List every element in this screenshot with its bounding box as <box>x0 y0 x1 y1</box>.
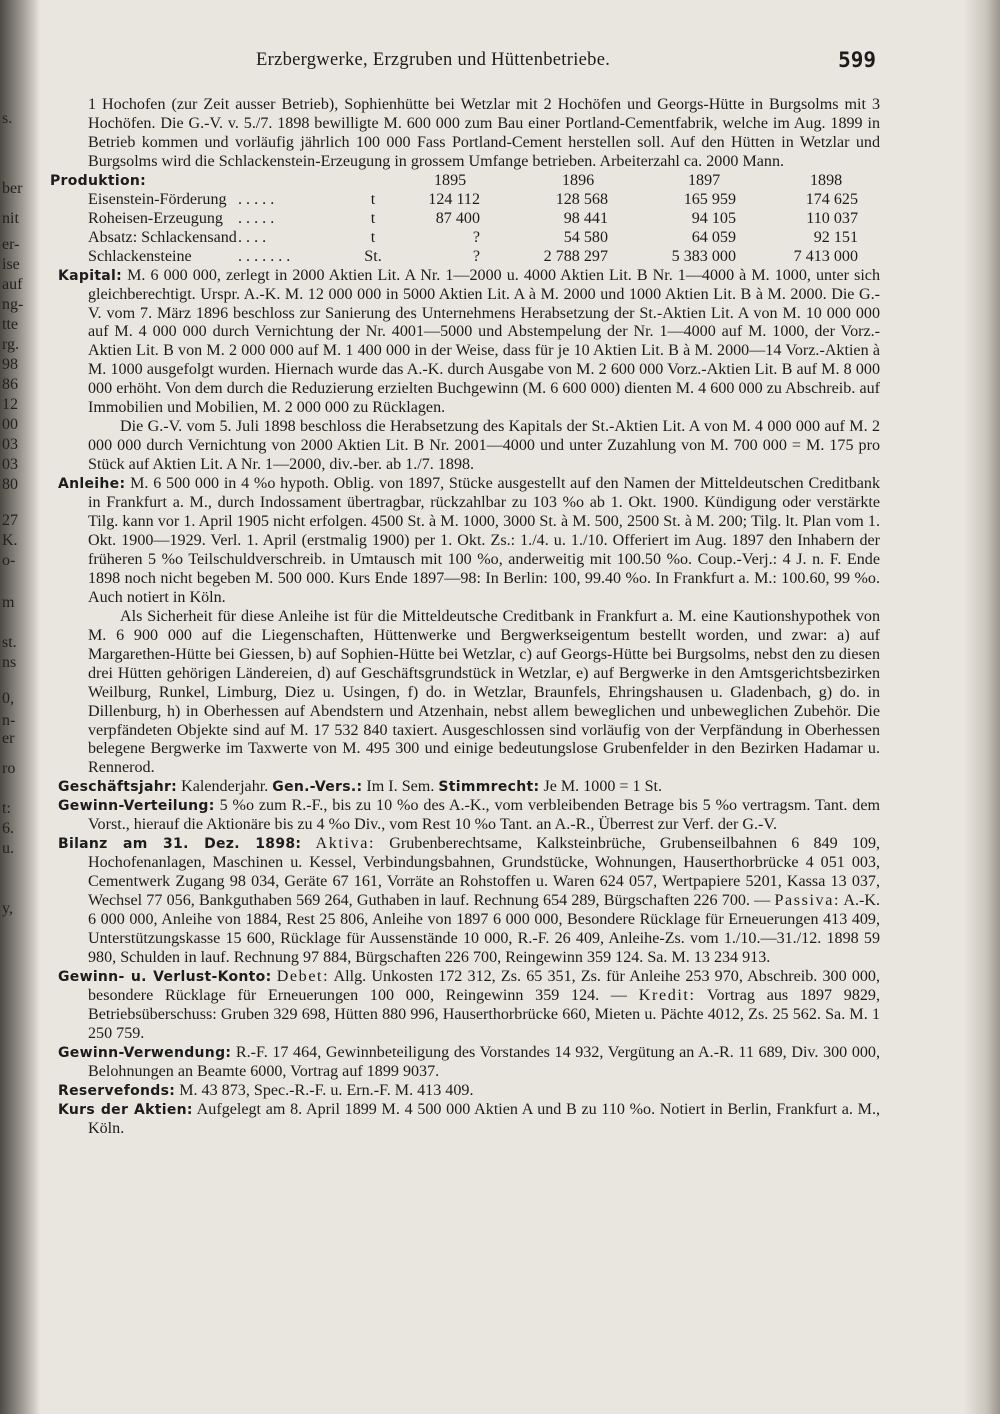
passiva-text: A.-K. 6 000 000, Anleihe von 1884, Rest 25 806, Anleihe von 1897 6 000 000, Besondere Rücklage für Erneuerungen 413 409, Unterstützungskasse 15 600, Rücklage für Aussenstände 10 000, R.-F. 26 409, Anleihe-Zs. vom 1./10.—31./12. 1898 59 980, Schulden in lauf. Rechnung 97 884, Bürgschaften 226 700, Reingewinn 359 124. Sa. M. 13 234 913. <box>88 892 881 966</box>
unit: t <box>370 228 376 246</box>
gutter-fragment: ns <box>2 654 17 671</box>
anleihe-text: M. 6 500 000 in 4 %o hypoth. Oblig. von 1897, Stücke ausgestellt auf den Namen der Mitteldeutschen Creditbank in Frankfurt a. M., durch Indossament übertragbar, rückzahlbar zu 103 %o ab 1. Okt. 1900. Kündigung oder verstärkte Tilg. kann vor 1. April 1905 nicht erfolgen. 4500 St. à M. 1000, 3000 St. à M. 500, 2500 St. à M. 200; Tilg. lt. Plan vom 1. Okt. 1900—1929. Verl. 1. April (erstmalig 1900) per 1. Okt. Zs.: 1./4. u. 1./10. Offeriert im Aug. 1897 den Inhabern der früheren 5 %o Teilschuldverschreib. in Umtausch mit 100 %o, anderweitig mit 100.50 %o. Coup.-Verj.: 4 J. n. F. Ende 1898 noch nicht begeben M. 500 000. Kurs Ende 1897—98: In Berlin: 100, 99.40 %o. In Frankfurt a. M.: 100.60, 99 %o. Auch notiert in Köln. <box>88 475 880 606</box>
production-header <box>50 171 880 191</box>
gutter-fragment: u. <box>2 840 14 857</box>
gutter-fragment: ber <box>2 180 23 197</box>
gutter-fragment: m <box>2 594 15 611</box>
value-cell: 54 580 <box>563 228 608 246</box>
guv-label: Gewinn- u. Verlust-Konto: <box>58 968 272 985</box>
kapital-paragraph-2: Die G.-V. vom 5. Juli 1898 beschloss die Herabsetzung des Kapitals der St.-Aktien Lit. A von M. 4 000 000 auf M. 2 000 000 durch Vernichtung von 2000 Aktien Lit. B Nr. 2001—4000 und unter Zuzahlung von M. 700 000 = M. 175 pro Stück auf Aktien Lit. A Nr. 1—2000, div.-ber. ab 1./7. 1898. <box>88 418 880 474</box>
gewinnverwendung-section <box>58 1043 880 1082</box>
production-table <box>88 191 858 267</box>
gutter-fragment: er <box>2 730 15 747</box>
gutter-fragment: 0, <box>2 690 14 707</box>
gutter-fragment: y, <box>2 900 13 917</box>
generalversammlung-label: Gen.-Vers.: <box>272 779 363 796</box>
header-title: Erzbergwerke, Erzgruben und Hüttenbetriebe. <box>256 50 611 70</box>
value-cell: 87 400 <box>435 209 480 227</box>
value-cell: ? <box>472 228 480 246</box>
gutter-fragment: s. <box>2 110 13 127</box>
kapital-label: Kapital: <box>58 267 123 284</box>
guv-section <box>58 967 880 1044</box>
kurs-label: Kurs der Aktien: <box>58 1101 193 1118</box>
value-cell: 7 413 000 <box>793 247 858 265</box>
gutter-fragment: 12 <box>2 396 18 413</box>
stimmrecht-value: Je M. 1000 = 1 St. <box>543 778 663 796</box>
intro-paragraph: 1 Hochofen (zur Zeit ausser Betrieb), Sophienhütte bei Wetzlar mit 2 Hochöfen und Georgs-Hütte in Burgsolms mit 3 Hochöfen. Die G.-V. v. 5./7. 1898 bewilligte M. 600 000 zum Bau einer Portland-Cementfabrik, welche im Aug. 1899 in Betrieb kommen und vorläufig jährlich 100 000 Fass Portland-Cement herstellen soll. Auf den Hütten in Wetzlar und Burgsolms wird die Schlackenstein-Erzeugung in grossem Umfange betrieben. Arbeiterzahl ca. 2000 Mann. <box>88 96 880 170</box>
gutter-fragment: 27 <box>2 512 18 529</box>
gutter-fragment: st. <box>2 634 17 651</box>
aktiva-text: Grubenberechtsame, Kalksteinbrüche, Grubenseilbahnen 6 849 109, Hochofenanlagen, Maschinen u. Kessel, Verbindungsbahnen, Grundstücke, Wohnungen, Hauserthorbrücke 4 051 003, Cementwerk Zugang 98 034, Geräte 67 161, Vorräte an Rohstoffen u. Waren 624 057, Wertpapiere 5201, Kassa 13 037, Wechsel 77 056, Bankguthaben 569 264, Guthaben in lauf. Rechnung 654 289, Bürgschaften 226 700. — <box>88 835 881 910</box>
value-cell: 128 568 <box>555 190 608 208</box>
table-row <box>88 210 858 229</box>
gutter-fragment: nit <box>2 210 19 227</box>
kredit-text: Vortrag aus 1897 9829, Betriebsüberschuss: Gruben 329 698, Hütten 880 996, Hauserthorbrücke 660, Mieten u. Pächte 4012, Zs. 25 562. Sa. M. 1 250 759. <box>88 986 880 1042</box>
anleihe-paragraph-2: Als Sicherheit für diese Anleihe ist für die Mitteldeutsche Creditbank in Frankfurt a. M. eine Kautionshypothek von M. 6 900 000 auf die Liegenschaften, Hüttenwerke und Bergwerkseigentum bestellt worden, und zwar: a) auf Margarethen-Hütte bei Giessen, b) auf Sophien-Hütte bei Wetzlar, c) auf Georgs-Hütte bei Burgsolms, nebst den zu diesen drei Hütten gehörigen Ländereien, d) auf Geschäftsgrundstück in Wetzlar, e) auf Bergwerke in den Amtsgerichtsbezirken Weilburg, Runkel, Limburg, Diez u. Usingen, f) do. in Wetzlar, Braunfels, Ehringshausen u. Gladenbach, g) do. in Dillenburg, h) in Oberhessen auf Abendstern und Atzenhain, nebst allem beweglichen und unbeweglichen Zubehör. Die verpfändeten Objekte sind auf M. 17 532 840 taxiert. Ausgeschlossen sind vorläufig von der Verpfändung in Oberhessen belegene Bergwerke im Taxwerte von M. 495 300 und einige bedeutungslose Grubenfelder in den Bezirken Hadamar u. Rennerod. <box>88 607 880 777</box>
gewinnverwendung-label: Gewinn-Verwendung: <box>58 1044 232 1061</box>
value-cell: 92 151 <box>813 228 858 246</box>
table-row <box>88 191 858 210</box>
row-label: Schlackensteine <box>88 247 192 265</box>
debet-text: Allg. Unkosten 172 312, Zs. 65 351, Zs. für Anleihe 253 970, Abschreib. 300 000, besondere Rücklage für Erneuerungen 100 000, Reingewinn 359 124. — <box>88 967 880 1004</box>
gutter-fragment: 03 <box>2 456 18 473</box>
gutter-fragment: er- <box>2 236 20 253</box>
page-edge-shadow <box>964 0 1000 1414</box>
kurs-section <box>58 1100 880 1139</box>
row-label: Roheisen-Erzeugung <box>88 209 223 227</box>
geschaeftsjahr-label: Geschäftsjahr: <box>58 779 178 796</box>
row-label: Absatz: Schlackensand <box>88 228 237 246</box>
gewinnverteilung-text: 5 %o zum R.-F., bis zu 10 %o des A.-K., vom verbleibenden Betrage bis 5 %o vertragsm. Tant. dem Vorst., hierauf die Aktionäre bis zu 4 %o Div., vom Rest 10 %o Tant. an A.-R., Überrest zur Verf. der G.-V. <box>88 797 880 834</box>
gutter-fragment: auf <box>2 276 23 293</box>
bilanz-section <box>58 835 881 968</box>
gutter-fragment: rg. <box>2 336 20 353</box>
value-cell: 174 625 <box>805 190 858 208</box>
value-cell: 2 788 297 <box>543 247 608 265</box>
leader-dots: . . . . . <box>238 209 275 227</box>
reservefonds-section <box>58 1081 880 1101</box>
leader-dots: . . . . . . . <box>238 247 291 265</box>
gutter-fragment: 00 <box>2 416 18 433</box>
aktiva-label: Aktiva: <box>315 835 376 853</box>
gutter-fragment: 86 <box>2 376 18 393</box>
leader-dots: . . . . . <box>238 190 275 208</box>
gutter-fragment: K. <box>2 532 18 549</box>
passiva-label: Passiva: <box>774 892 841 910</box>
gutter-fragment: 6. <box>2 820 14 837</box>
gutter-fragment: 98 <box>2 356 18 373</box>
production-year: 1898 <box>810 171 843 189</box>
unit: t <box>370 190 376 208</box>
value-cell: 165 959 <box>683 190 736 208</box>
bilanz-label: Bilanz am 31. Dez. 1898: <box>58 836 302 853</box>
page-body <box>50 96 881 1138</box>
page-number: 599 <box>838 48 876 72</box>
reservefonds-label: Reservefonds: <box>58 1082 176 1099</box>
gutter-fragment: 80 <box>2 476 18 493</box>
unit: St. <box>364 247 382 265</box>
table-row <box>88 248 858 267</box>
row-label: Eisenstein-Förderung <box>88 190 227 208</box>
value-cell: 64 059 <box>691 228 736 246</box>
gutter-fragment: ng- <box>2 296 24 313</box>
production-year: 1896 <box>562 171 595 189</box>
debet-label: Debet: <box>276 967 330 985</box>
geschaeftsjahr-value: Kalenderjahr. <box>181 778 269 796</box>
running-header <box>80 40 880 80</box>
gutter-fragment: ro <box>2 760 16 777</box>
reservefonds-text: M. 43 873, Spec.-R.-F. u. Ern.-F. M. 413 409. <box>179 1081 474 1099</box>
stimmrecht-label: Stimmrecht: <box>438 779 540 796</box>
kurs-text: Aufgelegt am 8. April 1899 M. 4 500 000 Aktien A und B zu 110 %o. Notiert in Berlin, Frankfurt a. M., Köln. <box>88 1100 880 1137</box>
value-cell: 5 383 000 <box>671 247 736 265</box>
value-cell: ? <box>472 247 480 265</box>
value-cell: 124 112 <box>428 190 480 208</box>
production-year: 1895 <box>434 171 467 189</box>
anleihe-section <box>58 475 880 608</box>
gutter-fragment: 03 <box>2 436 18 453</box>
kredit-label: Kredit: <box>638 986 696 1004</box>
value-cell: 110 037 <box>806 209 858 227</box>
gutter-fragment: n- <box>2 712 16 729</box>
gutter-fragment: o- <box>2 552 16 569</box>
document-page <box>50 40 881 1138</box>
geschaeftsjahr-section <box>58 778 880 797</box>
table-row <box>88 229 858 248</box>
adjacent-page-fragments <box>0 0 40 1414</box>
leader-dots: . . . . <box>238 228 267 246</box>
gewinnverwendung-text: R.-F. 17 464, Gewinnbeteiligung des Vorstandes 14 932, Vergütung an A.-R. 11 689, Div. 300 000, Belohnungen an Beamte 6000, Vortrag auf 1899 9037. <box>88 1043 880 1080</box>
generalversammlung-value: Im I. Sem. <box>366 778 435 796</box>
gutter-fragment: t: <box>2 800 11 817</box>
gewinnverteilung-section <box>58 797 880 835</box>
value-cell: 94 105 <box>691 209 736 227</box>
gutter-fragment: tte <box>2 316 18 333</box>
unit: t <box>370 209 376 227</box>
production-year: 1897 <box>688 171 721 189</box>
kapital-section <box>58 266 880 419</box>
value-cell: 98 441 <box>563 209 608 227</box>
anleihe-label: Anleihe: <box>58 476 126 493</box>
kapital-text: M. 6 000 000, zerlegt in 2000 Aktien Lit. A Nr. 1—2000 u. 4000 Aktien Lit. B Nr. 1—4000 à M. 1000, unter sich gleichberechtigt. Urspr. A.-K. M. 12 000 000 in 5000 Aktien Lit. A à M. 2000 und 1000 Aktien Lit. B à M. 2000. Die G.-V. vom 7. März 1896 beschloss zur Sanierung des Unternehmens Herabsetzung der St.-Aktien Lit. A von M. 10 000 000 auf M. 4 000 000 durch Vernichtung der Nr. 4001—5000 und Abstempelung der Nr. 1—4000 auf M. 1000, der Vorz.-Aktien Lit. B von M. 2 000 000 auf M. 1 400 000 in der Weise, dass für je 10 Aktien Lit. B à M. 2000—14 Vorz.-Aktien à M. 1000 ausgefolgt wurden. Hiernach wurde das A.-K. durch Ausgabe von M. 2 600 000 Vorz.-Aktien Lit. B auf M. 8 000 000 erhöht. Von dem durch die Reduzierung erzielten Buchgewinn (M. 6 600 000) dienten M. 4 600 000 zu Abschreib. auf Immobilien und Mobilien, M. 2 000 000 zu Rücklagen. <box>88 266 880 417</box>
gewinnverteilung-label: Gewinn-Verteilung: <box>58 798 215 815</box>
gutter-fragment: ise <box>2 256 20 273</box>
production-label: Produktion: <box>50 172 147 189</box>
